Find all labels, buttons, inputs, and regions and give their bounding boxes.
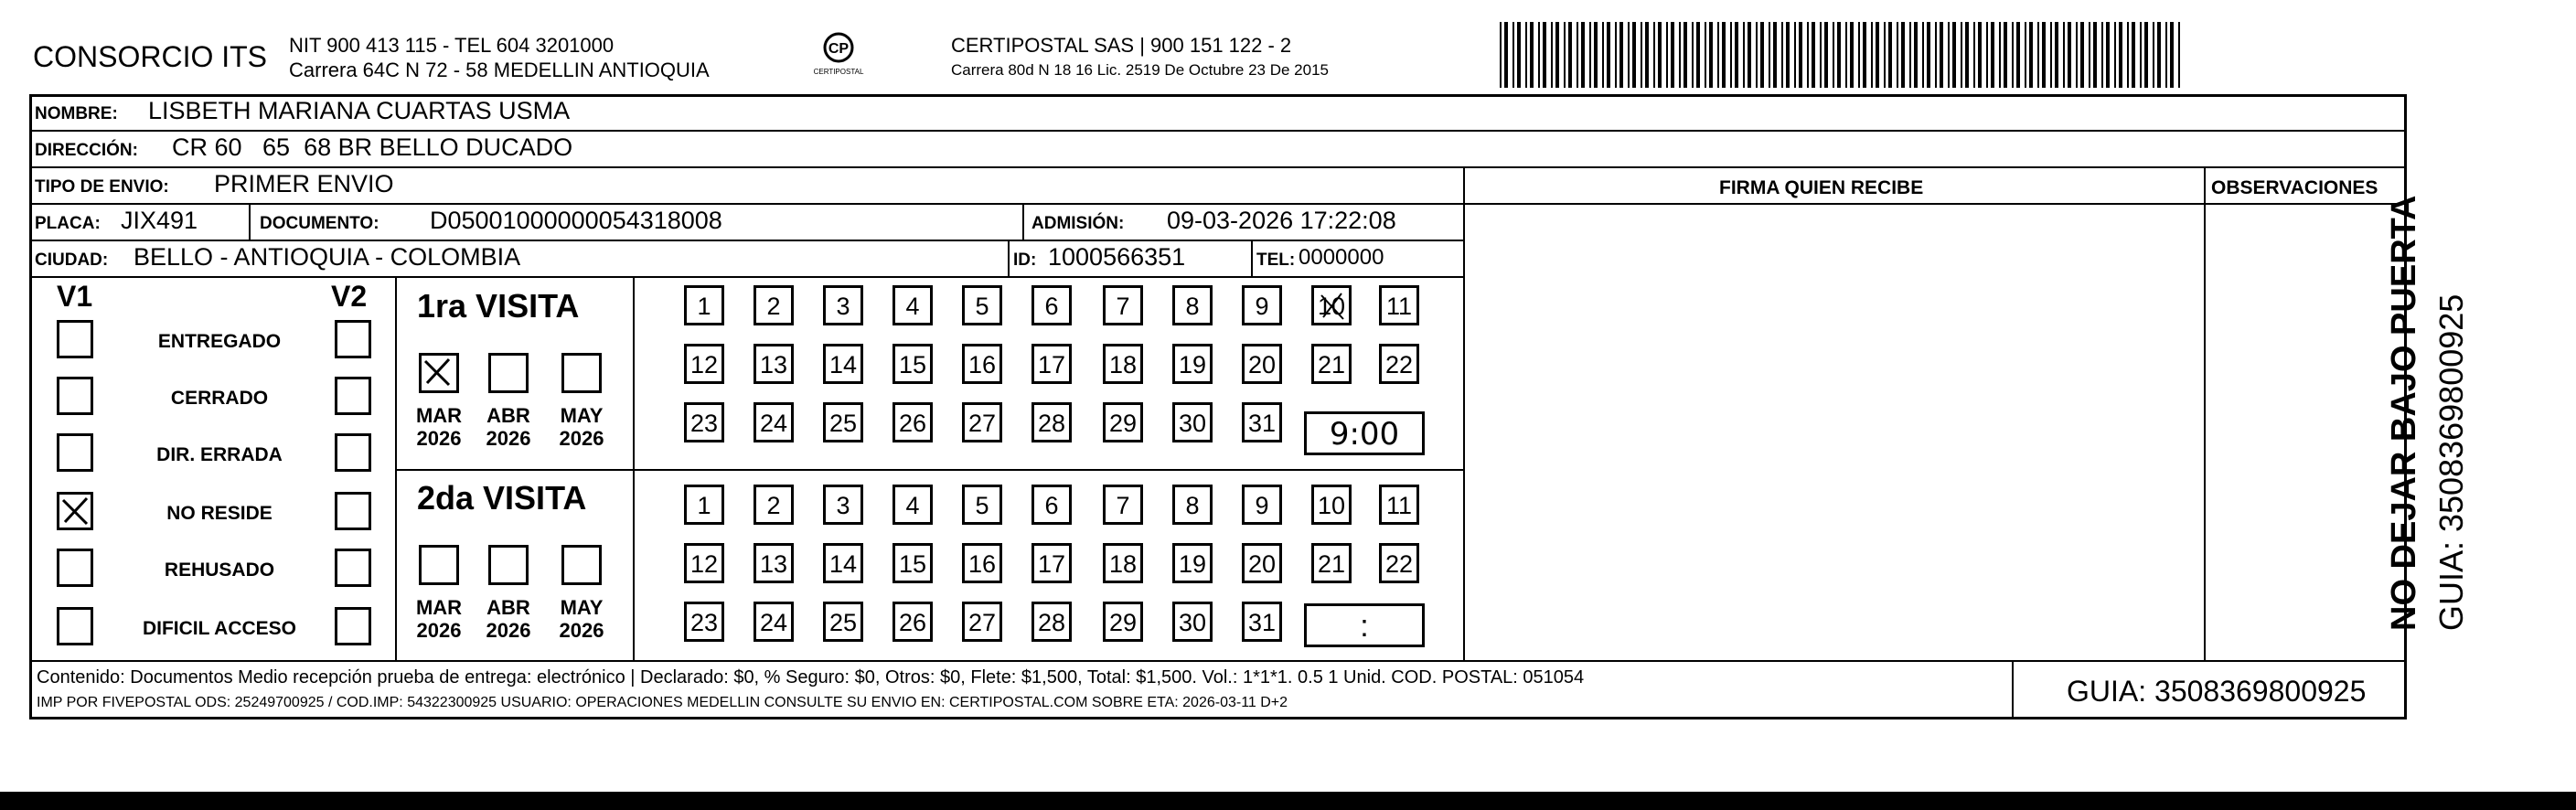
- v1-checkbox-cerrado[interactable]: [57, 377, 93, 415]
- visita1-day-9[interactable]: 9: [1242, 285, 1282, 325]
- admision-value: 09-03-2026 17:22:08: [1167, 207, 1396, 234]
- v2-checkbox-entregado[interactable]: [335, 320, 371, 358]
- visita2-month-box-mar[interactable]: [419, 545, 459, 585]
- visita1-day-17[interactable]: 17: [1031, 344, 1072, 384]
- visita1-day-28[interactable]: 28: [1031, 402, 1072, 442]
- ciudad-label: CIUDAD:: [35, 250, 109, 270]
- visita1-day-15[interactable]: 15: [893, 344, 933, 384]
- visita2-day-10[interactable]: 10: [1311, 485, 1352, 525]
- v2-checkbox-dir-errada[interactable]: [335, 433, 371, 472]
- visita1-month-box-abr[interactable]: [488, 353, 529, 393]
- status-label-dificil-acceso: DIFICIL ACCESO: [142, 618, 296, 639]
- visita1-day-10[interactable]: 10: [1311, 285, 1352, 325]
- visita1-day-21[interactable]: 21: [1311, 344, 1352, 384]
- visita1-day-4[interactable]: 4: [893, 285, 933, 325]
- visita2-month-label-abr: ABR 2026: [486, 596, 531, 642]
- visita1-day-29[interactable]: 29: [1103, 402, 1143, 442]
- tel-label: TEL:: [1256, 250, 1296, 270]
- courier-name: CERTIPOSTAL SAS | 900 151 122 - 2: [951, 34, 1292, 57]
- visita1-month-label-may: MAY 2026: [559, 404, 604, 450]
- visita2-day-20[interactable]: 20: [1242, 543, 1282, 583]
- nombre-label: NOMBRE:: [35, 104, 118, 123]
- visita1-day-19[interactable]: 19: [1172, 344, 1213, 384]
- visita2-day-17[interactable]: 17: [1031, 543, 1072, 583]
- tel-value: 0000000: [1299, 245, 1384, 270]
- observaciones-header: OBSERVACIONES: [2211, 177, 2378, 198]
- v2-checkbox-cerrado[interactable]: [335, 377, 371, 415]
- v1-checkbox-entregado[interactable]: [57, 320, 93, 358]
- company-nit: NIT 900 413 115 - TEL 604 3201000: [289, 34, 615, 57]
- nombre-value: LISBETH MARIANA CUARTAS USMA: [148, 97, 571, 124]
- v1-checkbox-dificil-acceso[interactable]: [57, 607, 93, 645]
- visita1-month-box-mar[interactable]: [419, 353, 459, 393]
- visita2-month-box-may[interactable]: [561, 545, 602, 585]
- visita2-day-7[interactable]: 7: [1103, 485, 1143, 525]
- visita1-day-5[interactable]: 5: [962, 285, 1002, 325]
- visita1-day-30[interactable]: 30: [1172, 402, 1213, 442]
- side-guia: GUIA: 3508369800925: [2432, 293, 2470, 631]
- visita1-month-box-may[interactable]: [561, 353, 602, 393]
- visita2-day-22[interactable]: 22: [1379, 543, 1419, 583]
- visita2-day-5[interactable]: 5: [962, 485, 1002, 525]
- direccion-value: CR 60 65 68 BR BELLO DUCADO: [172, 133, 573, 161]
- tipo-envio-value: PRIMER ENVIO: [214, 170, 394, 197]
- status-label-no-reside: NO RESIDE: [166, 503, 273, 524]
- visita2-day-25[interactable]: 25: [823, 602, 863, 642]
- visita1-day-25[interactable]: 25: [823, 402, 863, 442]
- v2-checkbox-rehusado[interactable]: [335, 549, 371, 587]
- v2-checkbox-no-reside[interactable]: [335, 492, 371, 530]
- visita2-day-16[interactable]: 16: [962, 543, 1002, 583]
- visita1-day-27[interactable]: 27: [962, 402, 1002, 442]
- visita2-time[interactable]: :: [1304, 603, 1425, 647]
- direccion-label: DIRECCIÓN:: [35, 141, 138, 160]
- visita1-month-label-mar: MAR 2026: [415, 404, 463, 450]
- id-label: ID:: [1013, 250, 1037, 270]
- v1-checkbox-no-reside[interactable]: [57, 492, 93, 530]
- visita2-day-4[interactable]: 4: [893, 485, 933, 525]
- status-label-cerrado: CERRADO: [170, 388, 269, 409]
- visita1-day-22[interactable]: 22: [1379, 344, 1419, 384]
- visita1-title: 1ra VISITA: [417, 287, 580, 325]
- visita2-day-29[interactable]: 29: [1103, 602, 1143, 642]
- visita1-day-12[interactable]: 12: [684, 344, 724, 384]
- visita1-day-8[interactable]: 8: [1172, 285, 1213, 325]
- company-name: CONSORCIO ITS: [33, 40, 268, 73]
- id-value: 1000566351: [1048, 243, 1186, 271]
- visita1-day-1[interactable]: 1: [684, 285, 724, 325]
- v1-checkbox-rehusado[interactable]: [57, 549, 93, 587]
- status-label-dir-errada: DIR. ERRADA: [156, 444, 283, 465]
- svg-text:CP: CP: [828, 41, 850, 57]
- documento-value: D05001000000054318008: [430, 207, 722, 234]
- courier-info: [951, 33, 1329, 82]
- barcode: [1500, 22, 2186, 88]
- visita2-month-box-abr[interactable]: [488, 545, 529, 585]
- company-address: Carrera 64C N 72 - 58 MEDELLIN ANTIOQUIA: [289, 59, 710, 81]
- visita2-month-label-may: MAY 2026: [559, 596, 604, 642]
- visita1-day-18[interactable]: 18: [1103, 344, 1143, 384]
- visita2-day-28[interactable]: 28: [1031, 602, 1072, 642]
- visita2-month-label-mar: MAR 2026: [415, 596, 463, 642]
- courier-license: Carrera 80d N 18 16 Lic. 2519 De Octubre 23 De 2015: [951, 61, 1329, 79]
- footer-meta: IMP POR FIVEPOSTAL ODS: 25249700925 / COD.IMP: 54322300925 USUARIO: OPERACIONES MEDELLIN CONSULTE SU ENVIO EN: CERTIPOSTAL.COM SOBRE ETA: 2026-03-11 D+2: [37, 695, 1288, 710]
- visita2-day-27[interactable]: 27: [962, 602, 1002, 642]
- visita2-day-13[interactable]: 13: [754, 543, 794, 583]
- v2-checkbox-dificil-acceso[interactable]: [335, 607, 371, 645]
- certipostal-logo: [805, 29, 872, 84]
- v1-checkbox-dir-errada[interactable]: [57, 433, 93, 472]
- visita1-day-31[interactable]: 31: [1242, 402, 1282, 442]
- side-warning: NO DEJAR BAJO PUERTA: [2385, 195, 2423, 631]
- visita2-day-31[interactable]: 31: [1242, 602, 1282, 642]
- visita2-day-21[interactable]: 21: [1311, 543, 1352, 583]
- company-info: [289, 33, 710, 82]
- footer-content: Contenido: Documentos Medio recepción prueba de entrega: electrónico | Declarado: $0, % Seguro: $0, Otros: $0, Flete: $1,500, Total: $1,500. Vol.: 1*1*1. 0.5 1 Unid. COD. POSTAL: 051054: [37, 667, 1585, 687]
- visita1-day-26[interactable]: 26: [893, 402, 933, 442]
- visita2-day-18[interactable]: 18: [1103, 543, 1143, 583]
- visita1-month-label-abr: ABR 2026: [486, 404, 531, 450]
- ciudad-value: BELLO - ANTIOQUIA - COLOMBIA: [134, 243, 521, 271]
- visita2-day-26[interactable]: 26: [893, 602, 933, 642]
- status-label-entregado: ENTREGADO: [157, 331, 282, 352]
- visita1-day-24[interactable]: 24: [754, 402, 794, 442]
- visita2-day-8[interactable]: 8: [1172, 485, 1213, 525]
- visita1-day-16[interactable]: 16: [962, 344, 1002, 384]
- visita2-title: 2da VISITA: [417, 479, 587, 517]
- tipo-envio-label: TIPO DE ENVIO:: [35, 177, 169, 197]
- visita1-day-3[interactable]: 3: [823, 285, 863, 325]
- visita1-day-20[interactable]: 20: [1242, 344, 1282, 384]
- visita2-day-1[interactable]: 1: [684, 485, 724, 525]
- visita2-day-30[interactable]: 30: [1172, 602, 1213, 642]
- visita2-day-15[interactable]: 15: [893, 543, 933, 583]
- visita2-day-12[interactable]: 12: [684, 543, 724, 583]
- visita2-day-24[interactable]: 24: [754, 602, 794, 642]
- visita2-day-23[interactable]: 23: [684, 602, 724, 642]
- placa-value: JIX491: [121, 207, 198, 234]
- status-label-rehusado: REHUSADO: [164, 560, 275, 581]
- visita1-day-13[interactable]: 13: [754, 344, 794, 384]
- visita2-day-19[interactable]: 19: [1172, 543, 1213, 583]
- visita1-day-14[interactable]: 14: [823, 344, 863, 384]
- visita1-time[interactable]: 9:00: [1304, 411, 1425, 455]
- firma-header: FIRMA QUIEN RECIBE: [1719, 177, 1924, 198]
- admision-label: ADMISIÓN:: [1031, 214, 1125, 233]
- placa-label: PLACA:: [35, 214, 101, 233]
- visita2-day-3[interactable]: 3: [823, 485, 863, 525]
- visita2-day-2[interactable]: 2: [754, 485, 794, 525]
- visita1-day-7[interactable]: 7: [1103, 285, 1143, 325]
- v2-label: V2: [331, 280, 368, 313]
- visita1-day-23[interactable]: 23: [684, 402, 724, 442]
- visita1-day-2[interactable]: 2: [754, 285, 794, 325]
- logo-text: CERTIPOSTAL: [813, 68, 864, 76]
- visita1-day-6[interactable]: 6: [1031, 285, 1072, 325]
- documento-label: DOCUMENTO:: [260, 214, 379, 233]
- visita2-day-6[interactable]: 6: [1031, 485, 1072, 525]
- visita1-day-11[interactable]: 11: [1379, 285, 1419, 325]
- visita2-day-11[interactable]: 11: [1379, 485, 1419, 525]
- visita2-day-14[interactable]: 14: [823, 543, 863, 583]
- visita2-day-9[interactable]: 9: [1242, 485, 1282, 525]
- bottom-edge: [0, 792, 2576, 810]
- footer-guia: GUIA: 3508369800925: [2067, 675, 2367, 708]
- v1-label: V1: [57, 280, 93, 313]
